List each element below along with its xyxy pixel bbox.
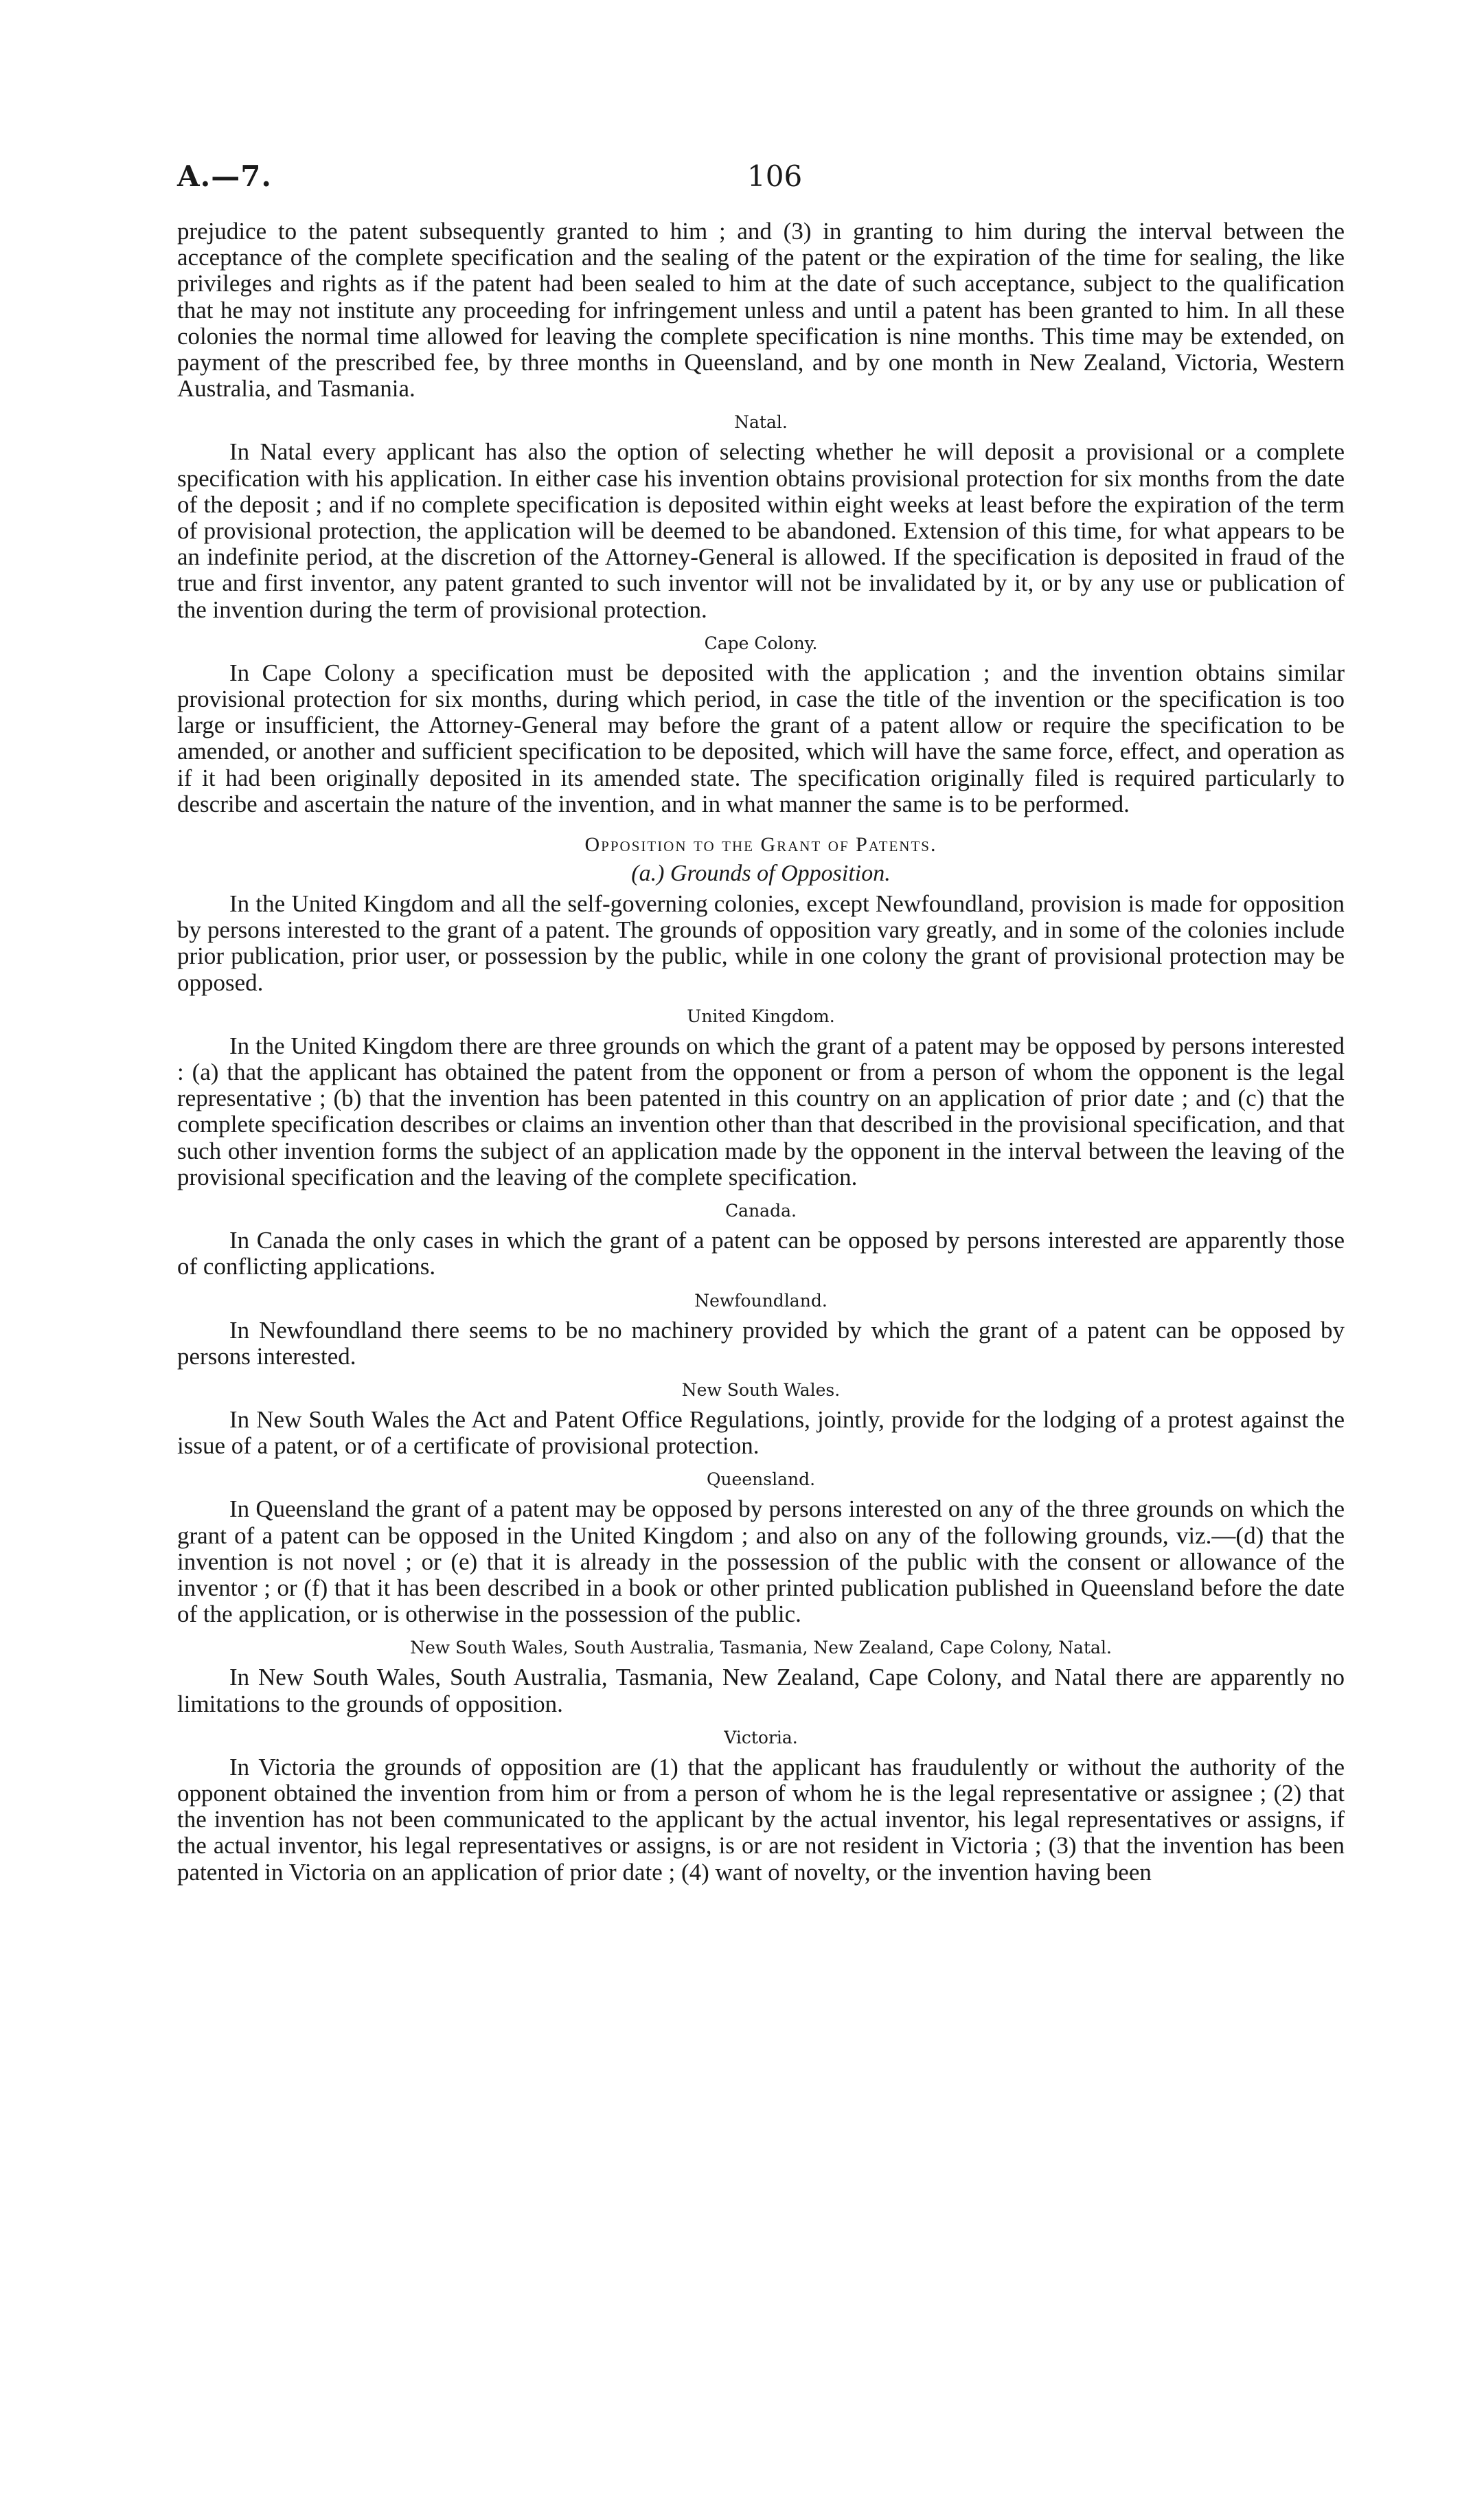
canada-heading: Canada. xyxy=(725,1201,797,1221)
cape-colony-paragraph: In Cape Colony a specification must be deposited with the application ; and the invention obtains similar provisional protection for six months, during which period, in case the title of the invention or the specification is too large or insufficient, the Attorney-General may before the grant of a patent allow or require the specification to be amended, or another and sufficient specification to be deposited, which will have the same force, effect, and operation as if it had been originally deposited in its amended state. The specification originally filed is required particularly to describe and ascertain the nature of the invention, and in what manner the same is to be performed. xyxy=(177,659,1345,817)
multi-colony-heading: New South Wales, South Australia, Tasmania, New Zealand, Cape Colony, Natal. xyxy=(410,1638,1112,1658)
queensland-paragraph: In Queensland the grant of a patent may be opposed by persons interested on any of the three grounds on which the grant of a patent can be opposed in the United Kingdom ; and also on any of the following grounds, viz.—(d) that the invention is not novel ; or (e) that it is already in the possession of the public with the consent or allowance of the inventor ; or (f) that it has been described in a book or other printed publication published in Queensland before the date of the application, or is otherwise in the possession of the public. xyxy=(177,1495,1345,1628)
intro-paragraph: prejudice to the patent subsequently granted to him ; and (3) in granting to him during the interval between the acceptance of the complete specification and the sealing of the patent or the expiration of the time for sealing, the like privileges and rights as if the patent had been sealed to him at the date of such acceptance, subject to the qualification that he may not institute any proceeding for infringement unless and until a patent has been granted to him. In all these colonies the normal time allowed for leaving the complete specification is nine months. This time may be extended, on payment of the prescribed fee, by three months in Queensland, and by one month in New Zealand, Victoria, Western Australia, and Tasmania. xyxy=(177,218,1345,403)
united-kingdom-paragraph: In the United Kingdom there are three grounds on which the grant of a patent may be opposed by persons interested : (a) that the applicant has obtained the patent from the opponent or from a person of whom the opponent is the legal representative ; (b) that the invention has been patented in this country on an application of prior date ; and (c) that the complete specification describes or claims an invention other than that described in the provisional specification, and that such other invention forms the subject of an application made by the opponent in the interval between the leaving of the provisional specification and the leaving of the complete specification. xyxy=(177,1032,1345,1190)
natal-paragraph: In Natal every applicant has also the option of selecting whether he will deposit a provisional or a complete specification with his application. In either case his invention obtains provisional protection for six months from the date of the deposit ; and if no complete specification is deposited within eight weeks at least before the expiration of the term of provisional protection, the application will be deemed to be abandoned. Extension of this time, for what appears to be an indefinite period, at the discretion of the Attorney-General is allowed. If the specification is deposited in fraud of the true and first inventor, any patent granted to such inventor will not be invalidated by it, or by any use or publication of the invention during the term of provisional protection. xyxy=(177,438,1345,623)
newfoundland-heading: Newfoundland. xyxy=(694,1290,827,1311)
multi-colony-paragraph: In New South Wales, South Australia, Tasmania, New Zealand, Cape Colony, and Natal there are apparently no limitations to the grounds of opposition. xyxy=(177,1664,1345,1717)
new-south-wales-paragraph: In New South Wales the Act and Patent Office Regulations, jointly, provide for the lodging of a protest against the issue of a patent, or of a certificate of provisional protection. xyxy=(177,1405,1345,1460)
natal-heading: Natal. xyxy=(734,412,788,433)
united-kingdom-heading: United Kingdom. xyxy=(687,1006,835,1026)
cape-colony-heading: Cape Colony. xyxy=(704,633,818,653)
page-header xyxy=(177,159,1345,201)
new-south-wales-heading: New South Wales. xyxy=(681,1379,841,1400)
document-reference: A.—7. xyxy=(177,159,273,193)
victoria-heading: Victoria. xyxy=(724,1727,798,1748)
victoria-paragraph: In Victoria the grounds of opposition are (1) that the applicant has fraudulently or without the authority of the opponent obtained the invention from him or from a person of whom he is the legal representative or assignee ; (2) that the invention has not been communicated to the applicant by the actual inventor, his legal representatives or assigns, if the actual inventor, his legal representatives or assigns, is or are not resident in Victoria ; (3) that the invention has been patented in Victoria on an application of prior date ; (4) want of novelty, or the invention having been xyxy=(177,1753,1345,1886)
newfoundland-paragraph: In Newfoundland there seems to be no machinery provided by which the grant of a patent can be opposed by persons interested. xyxy=(177,1316,1345,1370)
opposition-paragraph: In the United Kingdom and all the self-governing colonies, except Newfoundland, provision is made for opposition by persons interested to the grant of a patent. The grounds of opposition vary greatly, and in some of the colonies include prior publication, prior user, or possession by the public, while in one colony the grant of provisional protection may be opposed. xyxy=(177,890,1345,996)
page-number: 106 xyxy=(747,159,803,193)
grounds-of-opposition-subheading: (a.) Grounds of Opposition. xyxy=(631,861,891,887)
queensland-heading: Queensland. xyxy=(706,1469,816,1490)
opposition-heading: Opposition to the Grant of Patents. xyxy=(584,833,937,857)
canada-paragraph: In Canada the only cases in which the grant of a patent can be opposed by persons interested are apparently those of conflicting applications. xyxy=(177,1227,1345,1280)
page-body xyxy=(177,218,1345,1886)
